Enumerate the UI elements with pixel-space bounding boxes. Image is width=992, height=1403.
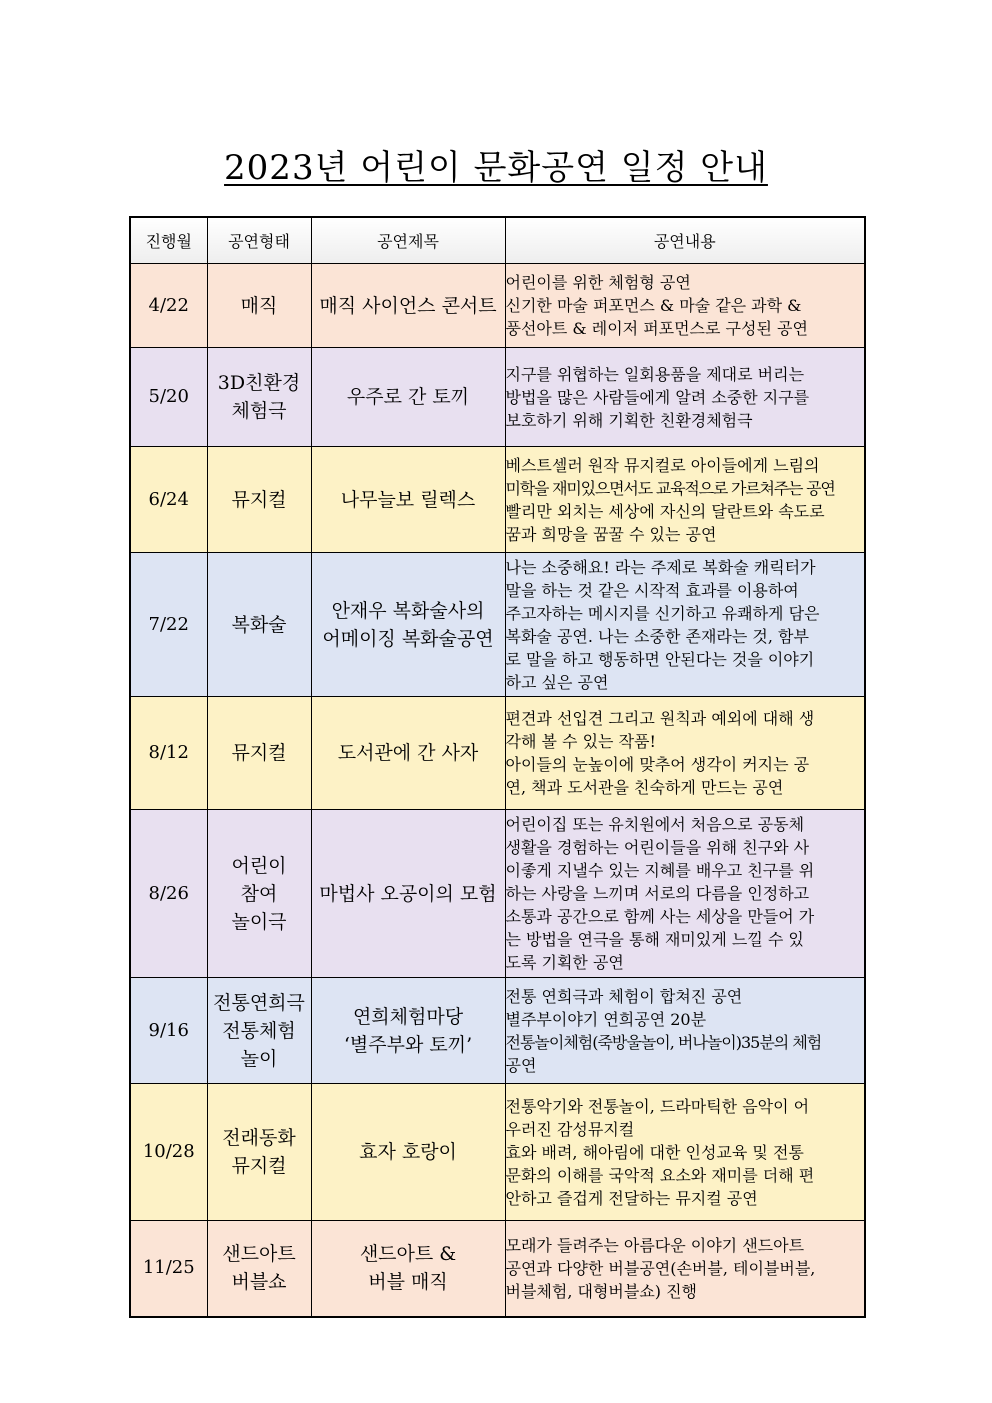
row-type — [207, 348, 311, 447]
row-description — [505, 810, 865, 978]
table-row — [130, 553, 865, 697]
row-month: 11/25 — [130, 1221, 207, 1317]
desc-line: 모래가 들려주는 아름다운 이야기 샌드아트 — [505, 1235, 805, 1255]
show-line: 버블 매직 — [368, 1271, 448, 1294]
row-description — [505, 978, 865, 1084]
type-line: 어린이 — [231, 854, 287, 877]
desc-line: 전통악기와 전통놀이, 드라마틱한 음악이 어 — [505, 1096, 810, 1116]
row-type — [207, 264, 311, 348]
row-type — [207, 553, 311, 697]
desc-line: 공연 — [505, 1055, 537, 1075]
type-line: 뮤지컬 — [231, 1155, 287, 1177]
show-line: 매직 사이언스 콘서트 — [319, 294, 497, 317]
row-description — [505, 1221, 865, 1317]
row-month: 10/28 — [130, 1084, 207, 1221]
desc-line: 연, 책과 도서관을 친숙하게 만드는 공연 — [505, 778, 784, 797]
show-line: 연희체험마당 — [352, 1005, 464, 1028]
row-show-title — [311, 1221, 505, 1317]
row-show-title — [311, 810, 505, 978]
header-content: 공연내용 — [505, 217, 865, 264]
desc-line: 나는 소중해요! 라는 주제로 복화술 캐릭터가 — [505, 557, 816, 577]
row-show-title — [311, 264, 505, 348]
desc-line: 보호하기 위해 기획한 친환경체험극 — [505, 410, 753, 430]
desc-line: 전통놀이체험(죽방울놀이, 버나놀이)35분의 체험 — [505, 1032, 822, 1052]
type-line: 버블쇼 — [231, 1271, 287, 1294]
desc-line: 하고 싶은 공연 — [505, 672, 609, 692]
desc-line: 효와 배려, 해아림에 대한 인성교육 및 전통 — [505, 1142, 804, 1162]
desc-line: 안하고 즐겁게 전달하는 뮤지컬 공연 — [505, 1188, 758, 1208]
type-line: 전래동화 — [222, 1127, 296, 1149]
desc-line: 복화술 공연. 나는 소중한 존재라는 것, 함부 — [505, 626, 809, 646]
desc-line: 전통 연희극과 체험이 합쳐진 공연 — [505, 986, 743, 1006]
row-show-title — [311, 348, 505, 447]
desc-line: 아이들의 눈높이에 맞추어 생각이 커지는 공 — [505, 755, 810, 774]
row-description — [505, 553, 865, 697]
desc-line: 말을 하는 것 같은 시작적 효과를 이용하여 — [505, 580, 799, 600]
header-month: 진행월 — [130, 217, 207, 264]
row-type — [207, 1221, 311, 1317]
type-line: 참여 — [240, 882, 278, 905]
type-line: 놀이 — [240, 1047, 278, 1070]
row-type — [207, 810, 311, 978]
table-row — [130, 810, 865, 978]
desc-line: 신기한 마술 퍼포먼스 & 마술 같은 과학 & — [505, 296, 802, 315]
page-title-wrap — [0, 140, 992, 189]
row-show-title — [311, 697, 505, 810]
row-month: 8/12 — [130, 697, 207, 810]
desc-line: 공연과 다양한 버블공연(손버블, 테이블버블, — [505, 1258, 816, 1278]
row-description — [505, 1084, 865, 1221]
desc-line: 미학을 재미있으면서도 교육적으로 가르쳐주는 공연 — [505, 478, 835, 498]
show-line: 우주로 간 토끼 — [346, 386, 470, 408]
row-month: 8/26 — [130, 810, 207, 978]
header-title: 공연제목 — [311, 217, 505, 264]
table-row — [130, 348, 865, 447]
row-month: 4/22 — [130, 264, 207, 348]
show-line: 안재우 복화술사의 — [331, 599, 485, 622]
desc-line: 편견과 선입견 그리고 원칙과 예외에 대해 생 — [505, 709, 815, 728]
type-line: 3D친환경 — [217, 372, 301, 394]
header-type: 공연형태 — [207, 217, 311, 264]
desc-line: 베스트셀러 원작 뮤지컬로 아이들에게 느림의 — [505, 455, 820, 475]
desc-line: 주고자하는 메시지를 신기하고 유쾌하게 담은 — [505, 603, 820, 623]
type-line: 전통체험 — [222, 1019, 296, 1042]
type-line: 매직 — [240, 294, 278, 317]
desc-line: 별주부이야기 연희공연 20분 — [505, 1009, 707, 1029]
desc-line: 각해 볼 수 있는 작품! — [505, 732, 656, 751]
row-type — [207, 1084, 311, 1221]
desc-line: 로 말을 하고 행동하면 안된다는 것을 이야기 — [505, 649, 815, 669]
table-row — [130, 1084, 865, 1221]
row-month: 7/22 — [130, 553, 207, 697]
type-line: 체험극 — [231, 400, 287, 422]
show-line: 효자 호랑이 — [359, 1141, 457, 1163]
row-description — [505, 264, 865, 348]
desc-line: 는 방법을 연극을 통해 재미있게 느낄 수 있 — [505, 930, 804, 949]
desc-line: 빨리만 외치는 세상에 자신의 달란트와 속도로 — [505, 501, 825, 521]
row-description — [505, 697, 865, 810]
schedule-table — [129, 216, 866, 1318]
row-type — [207, 978, 311, 1084]
table-row — [130, 1221, 865, 1317]
desc-line: 소통과 공간으로 함께 사는 세상을 만들어 가 — [505, 907, 815, 926]
desc-line: 꿈과 희망을 꿈꿀 수 있는 공연 — [505, 524, 717, 544]
show-line: 어메이징 복화술공연 — [322, 627, 494, 650]
desc-line: 어린이집 또는 유치원에서 처음으로 공동체 — [505, 815, 805, 834]
show-line: ‘별주부와 토끼’ — [343, 1033, 473, 1056]
row-month: 9/16 — [130, 978, 207, 1084]
row-type — [207, 447, 311, 553]
row-type — [207, 697, 311, 810]
row-show-title — [311, 1084, 505, 1221]
page-title: 2023년 어린이 문화공연 일정 안내 — [224, 148, 768, 188]
row-month: 5/20 — [130, 348, 207, 447]
show-line: 마법사 오공이의 모험 — [319, 882, 497, 905]
row-show-title — [311, 447, 505, 553]
desc-line: 지구를 위협하는 일회용품을 제대로 버리는 — [505, 364, 805, 384]
show-line: 도서관에 간 사자 — [337, 742, 479, 764]
type-line: 샌드아트 — [222, 1243, 296, 1266]
desc-line: 도록 기획한 공연 — [505, 953, 624, 972]
desc-line: 방법을 많은 사람들에게 알려 소중한 지구를 — [505, 387, 810, 407]
type-line: 뮤지컬 — [231, 488, 287, 511]
desc-line: 풍선아트 & 레이저 퍼포먼스로 구성된 공연 — [505, 319, 808, 338]
show-line: 나무늘보 릴렉스 — [340, 488, 476, 511]
desc-line: 이좋게 지낼수 있는 지혜를 배우고 친구를 위 — [505, 861, 815, 880]
row-month: 6/24 — [130, 447, 207, 553]
type-line: 복화술 — [231, 613, 287, 636]
desc-line: 생활을 경험하는 어린이들을 위해 친구와 사 — [505, 838, 810, 857]
row-description — [505, 348, 865, 447]
type-line: 놀이극 — [231, 910, 287, 933]
table-row — [130, 978, 865, 1084]
row-show-title — [311, 978, 505, 1084]
table-header-row — [130, 217, 865, 264]
row-show-title — [311, 553, 505, 697]
show-line: 샌드아트 & — [359, 1243, 457, 1266]
desc-line: 문화의 이해를 국악적 요소와 재미를 더해 편 — [505, 1165, 815, 1185]
desc-line: 어린이를 위한 체험형 공연 — [505, 273, 691, 292]
type-line: 뮤지컬 — [231, 742, 287, 764]
row-description — [505, 447, 865, 553]
desc-line: 하는 사랑을 느끼며 서로의 다름을 인정하고 — [505, 884, 810, 903]
desc-line: 우러진 감성뮤지컬 — [505, 1119, 635, 1139]
table-row — [130, 697, 865, 810]
table-row — [130, 264, 865, 348]
table-row — [130, 447, 865, 553]
type-line: 전통연희극 — [213, 991, 305, 1014]
desc-line: 버블체험, 대형버블쇼) 진행 — [505, 1281, 698, 1301]
